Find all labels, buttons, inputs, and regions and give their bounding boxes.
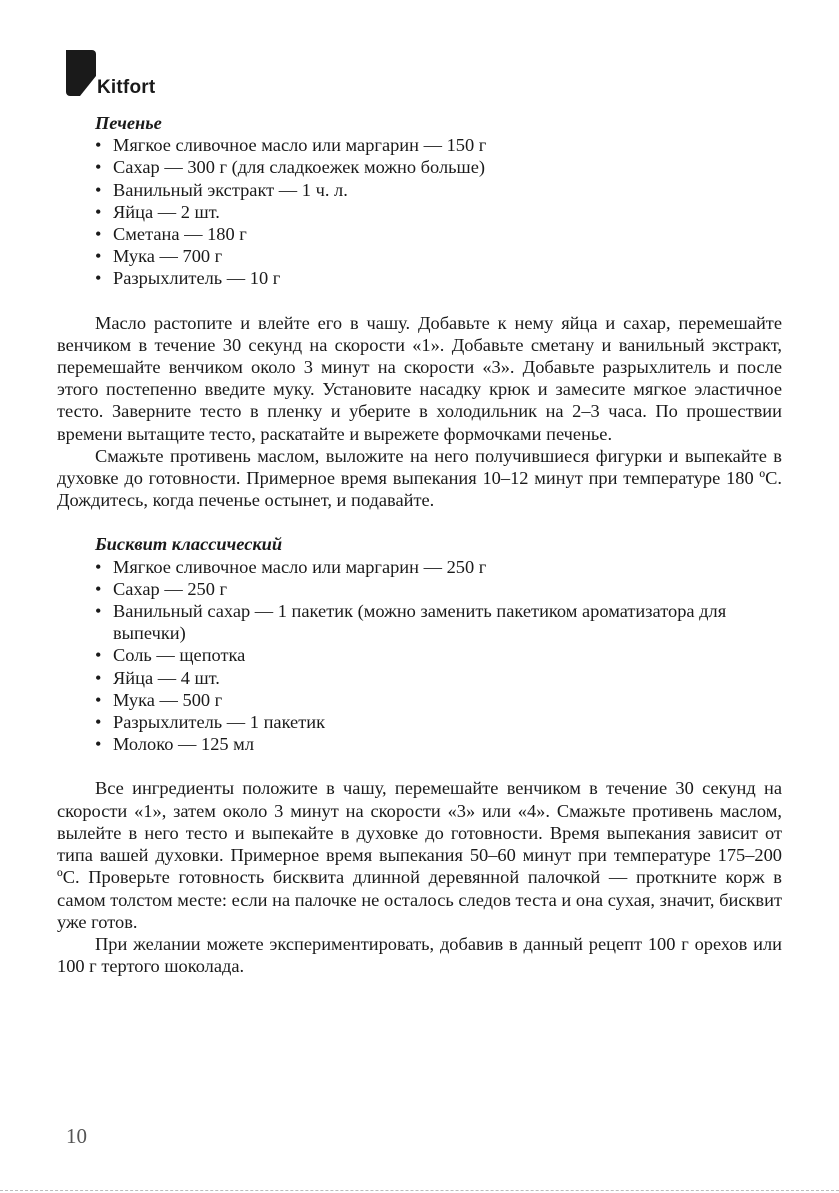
list-item: • Сахар — 300 г (для сладкоежек можно больше) [95, 157, 486, 178]
list-item: • Мука — 700 г [95, 246, 223, 267]
list-item: • Разрыхлитель — 1 пакетик [95, 712, 326, 733]
page-content [57, 112, 782, 977]
list-item: • Мягкое сливочное масло или маргарин — 150 г [95, 135, 487, 156]
bullet: • [95, 157, 102, 178]
brand-name: Kitfort [97, 77, 156, 98]
list-item: • Ванильный экстракт — 1 ч. л. [95, 179, 348, 200]
recipe1-ingredients [57, 134, 782, 289]
bullet: • [95, 734, 102, 755]
list-item: • Мягкое сливочное масло или маргарин — 250 г [95, 556, 487, 577]
bullet: • [95, 667, 102, 688]
list-item: • Яйца — 4 шт. [95, 667, 220, 688]
list-item: • Разрыхлитель — 10 г [95, 268, 281, 289]
list-item: • Яйца — 2 шт. [95, 201, 220, 222]
recipe2-ingredients [57, 556, 782, 756]
list-item: • Мука — 500 г [95, 689, 223, 710]
bullet: • [95, 179, 102, 200]
recipe2-paragraph: Все ингредиенты положите в чашу, перемешайте венчиком в течение 30 секунд на скорости «1», затем около 3 минут на скорости «3» или «4». Смажьте противень маслом, вылейте в него тесто и выпекайте в духовке до готовности. Время выпекания зависит от типа вашей духовки. Примерное время выпекания 50–60 минут при температуре 175–200 ºС. Проверьте готовность бисквита длинной деревянной палочкой — проткните корж в самом толстом месте: если на палочке не осталось следов теста и она сухая, значит, бисквит уже готов. [57, 778, 782, 932]
page-edge-divider [0, 1190, 839, 1191]
list-item: • Соль — щепотка [95, 645, 246, 666]
recipe2-title: Бисквит классический [95, 534, 283, 555]
bullet: • [95, 224, 102, 245]
bullet: • [95, 135, 102, 156]
bullet: • [95, 689, 102, 710]
recipe1-paragraph: Смажьте противень маслом, выложите на него получившиеся фигурки и выпекайте в духовке до готовности. Примерное время выпекания 10–12 минут при температуре 180 ºС. Дождитесь, когда печенье остынет, и подавайте. [57, 445, 782, 511]
list-item: • Ванильный сахар — 1 пакетик (можно заменить пакетиком ароматизатора для выпечки) [95, 601, 727, 644]
bullet: • [95, 578, 102, 599]
bullet: • [95, 556, 102, 577]
kitfort-logo [66, 50, 176, 100]
list-item: • Сахар — 250 г [95, 578, 228, 599]
recipe2-paragraph: При желании можете экспериментировать, добавив в данный рецепт 100 г орехов или 100 г тертого шоколада. [57, 933, 782, 977]
recipe1-title: Печенье [95, 113, 162, 133]
bullet: • [95, 201, 102, 222]
page-number: 10 [66, 1124, 87, 1148]
bullet: • [95, 246, 102, 267]
recipe1-paragraph: Масло растопите и влейте его в чашу. Добавьте к нему яйца и сахар, перемешайте венчиком в течение 30 секунд на скорости «1». Добавьте сметану и ванильный экстракт, перемешайте венчиком около 3 минут на скорости «3». Добавьте разрыхлитель и после этого постепенно введите муку. Установите насадку крюк и замесите мягкое эластичное тесто. Заверните тесто в пленку и уберите в холодильник на 2–3 часа. По прошествии времени вытащите тесто, раскатайте и вырежете формочками печенье. [57, 312, 782, 444]
bullet: • [95, 601, 102, 622]
bullet: • [95, 645, 102, 666]
bullet: • [95, 712, 102, 733]
list-item: • Молоко — 125 мл [95, 734, 254, 755]
bullet: • [95, 268, 102, 289]
list-item: • Сметана — 180 г [95, 224, 247, 245]
kitfort-logo-icon [66, 50, 96, 96]
